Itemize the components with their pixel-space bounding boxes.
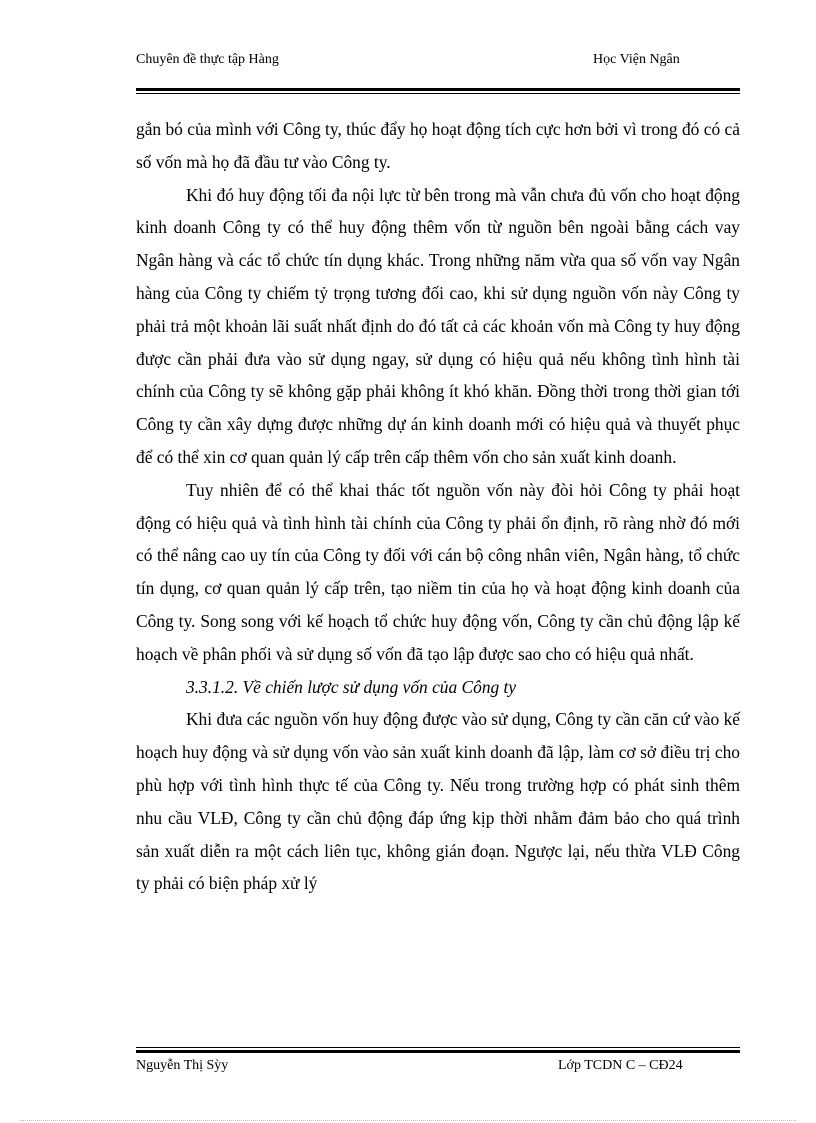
footer-class: Lớp TCDN C – CĐ24 — [558, 1058, 683, 1073]
document-body — [136, 113, 740, 900]
page-edge-divider — [20, 1120, 796, 1121]
section-heading: 3.3.1.2. Về chiến lược sử dụng vốn của Công ty — [186, 676, 517, 697]
paragraph-3: Tuy nhiên để có thể khai thác tốt nguồn vốn này đòi hỏi Công ty phải hoạt động có hiệu quả và tình hình tài chính của Công ty phải ổn định, rõ ràng nhờ đó mới có thể nâng cao uy tín của Công ty đối với cán bộ công nhân viên, Ngân hàng, tổ chức tín dụng, cơ quan quản lý cấp trên, tạo niềm tin của họ và hoạt động kinh doanh của Công ty. Song song với kế hoạch tổ chức huy động vốn, Công ty cần chủ động lập kế hoạch về phân phối và sử dụng số vốn đã tạo lập được sao cho có hiệu quả nhất. — [136, 479, 740, 664]
header-left-text: Chuyên đề thực tập Hàng — [136, 52, 279, 67]
header-rule-thin — [136, 93, 740, 94]
paragraph-2: Khi đó huy động tối đa nội lực từ bên trong mà vẫn chưa đủ vốn cho hoạt động kinh doanh Công ty có thể huy động thêm vốn từ nguồn bên ngoài bằng cách vay Ngân hàng và các tổ chức tín dụng khác. Trong những năm vừa qua số vốn vay Ngân hàng của Công ty chiếm tỷ trọng tương đối cao, khi sử dụng nguồn vốn này Công ty phải trả một khoản lãi suất nhất định do đó tất cả các khoản vốn mà Công ty huy động được cần phải đưa vào sử dụng ngay, sử dụng có hiệu quả nếu không tình hình tài chính của Công ty sẽ không gặp phải không ít khó khăn. Đồng thời trong thời gian tới Công ty cần xây dựng được những dự án kinh doanh mới có hiệu quả và thuyết phục để có thể xin cơ quan quản lý cấp trên cấp thêm vốn cho sản xuất kinh doanh. — [136, 184, 740, 467]
paragraph-1: gắn bó của mình với Công ty, thúc đẩy họ hoạt động tích cực hơn bởi vì trong đó có cả số vốn mà họ đã đầu tư vào Công ty. — [136, 119, 740, 172]
paragraph-4: Khi đưa các nguồn vốn huy động được vào sử dụng, Công ty cần căn cứ vào kế hoạch huy động và sử dụng vốn vào sản xuất kinh doanh đã lập, làm cơ sở điều trị cho phù hợp với tình hình thực tế của Công ty. Nếu trong trường hợp có phát sinh thêm nhu cầu VLĐ, Công ty cần chủ động đáp ứng kịp thời nhằm đảm bảo cho quá trình sản xuất diễn ra một cách liên tục, không gián đoạn. Ngược lại, nếu thừa VLĐ Công ty phải có biện pháp xử lý — [136, 709, 740, 894]
header-rule-thick — [136, 88, 740, 91]
footer-rule-thin — [136, 1047, 740, 1048]
footer-author: Nguyễn Thị Sỳy — [136, 1058, 229, 1073]
header-right-text: Học Viện Ngân — [593, 52, 680, 67]
footer-rule-thick — [136, 1050, 740, 1053]
